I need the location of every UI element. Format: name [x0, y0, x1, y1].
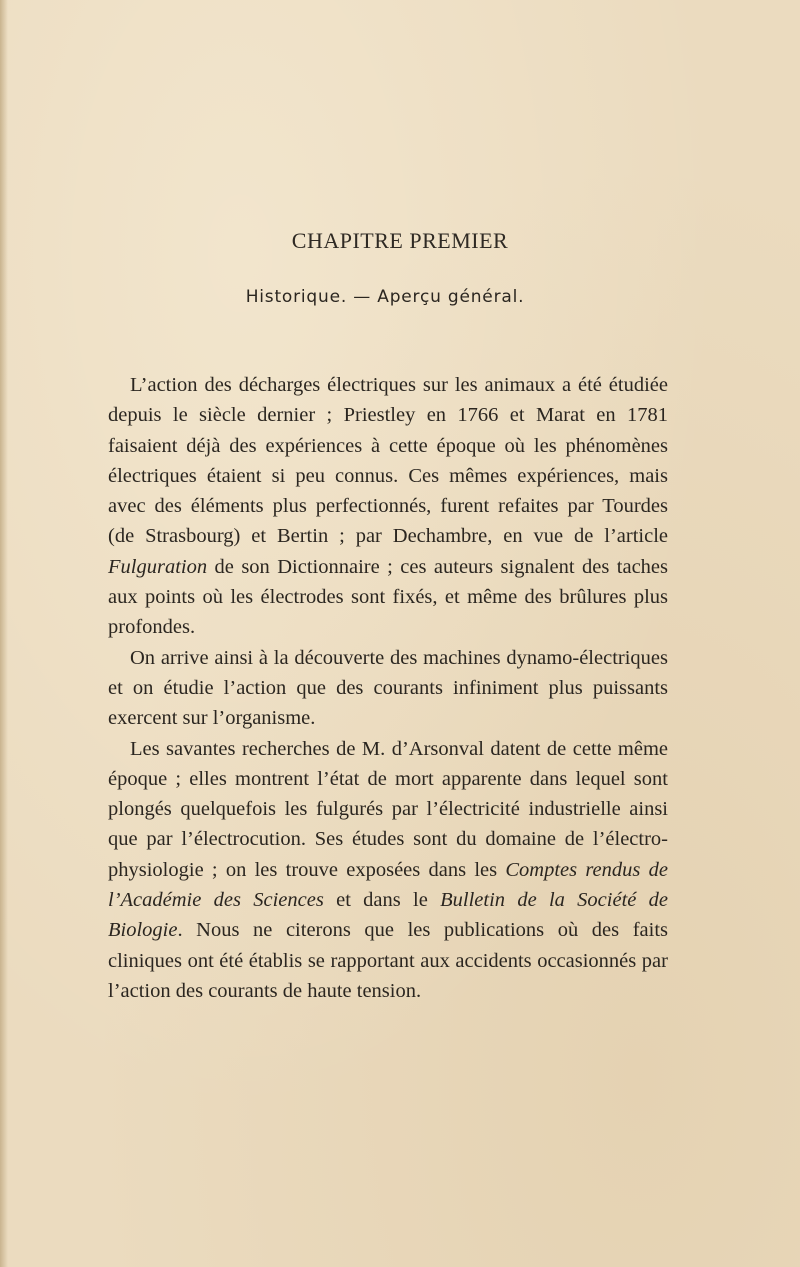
paragraph-1-text-a: L’action des décharges électriques sur les animaux a été étudiée depuis le siècle dernier ; Priestley en 1766 et Marat en 1781 faisaient déjà des expériences à cette époque où les phénomènes électriques étaient si peu connus. Ces mêmes expériences, mais avec des éléments plus perfectionnés, furent refaites par Tourdes (de Strasbourg) et Bertin ; par Dechambre, en vue de l’article [108, 374, 668, 548]
paragraph-3-text-c: . Nous ne citerons que les publications où des faits cliniques ont été établis se rapportant aux accidents occasionnés par l’action des courants de haute tension. [108, 919, 668, 1002]
paragraph-3-italic-comptes-rendus: Comptes rendus de l’Académie des Sciences [108, 858, 668, 912]
paragraph-1-text-b: de son Dictionnaire ; ces auteurs signalent des taches aux points où les électrodes sont fixés, et même des brûlures plus profondes. [108, 555, 668, 639]
section-title: Historique. — Aperçu général. [245, 287, 525, 307]
paragraph-3-text-b: et dans le [323, 889, 441, 912]
paragraph-3-italic-bulletin: Bulletin de la Société de Biologie [108, 889, 668, 942]
paragraph-1-italic-fulguration: Fulguration [108, 555, 208, 578]
paragraph-2-text: On arrive ainsi à la découverte des machines dynamo-électriques et on étudie l’action que des courants infiniment plus puissants exercent sur l’organisme. [108, 646, 668, 730]
body-text [108, 370, 668, 1006]
paragraph-2 [108, 643, 668, 734]
paragraph-1 [108, 370, 668, 643]
chapter-title: CHAPITRE PREMIER [291, 228, 509, 253]
paragraph-3-text-a: Les savantes recherches de M. d’Arsonval datent de cette même époque ; elles montrent l’état de mort apparente dans lequel sont plongés quelquefois les fulgurés par l’électricité industrielle ainsi que par l’électrocution. Ses études sont du domaine de l’électro-physiologie ; on les trouve exposées dans les [108, 737, 668, 881]
page-edge-shadow [0, 0, 8, 1267]
paragraph-3 [108, 734, 668, 1007]
